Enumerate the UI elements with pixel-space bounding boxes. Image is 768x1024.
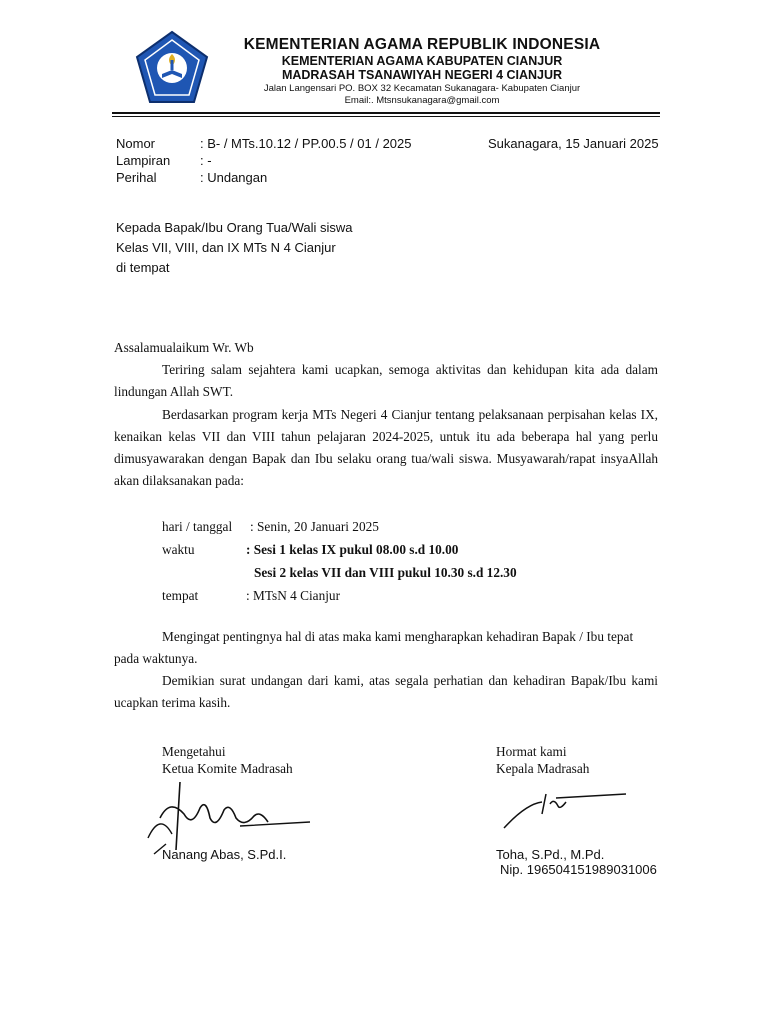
recipient-line2: Kelas VII, VIII, dan IX MTs N 4 Cianjur <box>116 240 336 255</box>
nomor-label: Nomor <box>116 136 156 151</box>
schedule-time-label: waktu <box>162 542 195 557</box>
left-sign-line2: Ketua Komite Madrasah <box>162 761 293 776</box>
letterhead-email: Email:. Mtsnsukanagara@gmail.com <box>344 95 500 106</box>
letterhead-rule <box>112 112 660 114</box>
left-sign-line1: Mengetahui <box>162 744 226 759</box>
right-sign-name: Toha, S.Pd., M.Pd. <box>496 847 605 862</box>
letterhead-title: KEMENTERIAN AGAMA REPUBLIK INDONESIA <box>243 36 601 53</box>
paragraph-attendance: Mengingat pentingnya hal di atas maka kami mengharapkan kehadiran Bapak / Ibu tepat pada waktunya. <box>114 629 634 666</box>
schedule-day-value: : Senin, 20 Januari 2025 <box>250 519 379 534</box>
schedule-time-session2: Sesi 2 kelas VII dan VIII pukul 10.30 s.d 12.30 <box>254 565 517 580</box>
right-signature-image <box>496 784 636 834</box>
right-sign-line2: Kepala Madrasah <box>496 761 590 776</box>
right-sign-nip: Nip. 196504151989031006 <box>500 862 657 877</box>
salutation: Assalamualaikum Wr. Wb <box>114 340 254 355</box>
paragraph-purpose: Berdasarkan program kerja MTs Negeri 4 Cianjur tentang pelaksanaan perpisahan kelas IX, kenaikan kelas VII dan VIII tahun pelajaran 2024-2025, untuk itu ada beberapa hal yang perlu dimusyawarakan dengan Bapak dan Ibu selaku orang tua/wali siswa. Musyawarah/rapat insyaAllah akan dilaksanakan pada: <box>114 407 658 488</box>
lampiran-label: Lampiran <box>116 153 171 168</box>
recipient-line1: Kepada Bapak/Ibu Orang Tua/Wali siswa <box>116 220 353 235</box>
letterhead-rule-thin <box>112 116 660 117</box>
schedule-time-session1: : Sesi 1 kelas IX pukul 08.00 s.d 10.00 <box>246 542 459 557</box>
right-sign-line1: Hormat kami <box>496 744 567 759</box>
paragraph-closing: Demikian surat undangan dari kami, atas segala perhatian dan kehadiran Bapak/Ibu kami ucapkan terima kasih. <box>114 673 658 710</box>
ministry-logo <box>134 30 210 106</box>
nomor-value: : B- / MTs.10.12 / PP.00.5 / 01 / 2025 <box>200 136 412 151</box>
paragraph-greeting: Teriring salam sejahtera kami ucapkan, semoga aktivitas dan kehidupan kita ada dalam lindungan Allah SWT. <box>114 362 658 399</box>
schedule-day-label: hari / tanggal <box>162 519 233 534</box>
perihal-label: Perihal <box>116 170 157 185</box>
perihal-value: : Undangan <box>200 170 268 185</box>
recipient-line3: di tempat <box>116 260 170 275</box>
letterhead-subtitle-madrasah: MADRASAH TSANAWIYAH NEGERI 4 CIANJUR <box>281 68 563 82</box>
left-sign-name: Nanang Abas, S.Pd.I. <box>162 847 287 862</box>
letterhead-subtitle-kabupaten: KEMENTERIAN AGAMA KABUPATEN CIANJUR <box>281 54 563 68</box>
schedule-place-value: : MTsN 4 Cianjur <box>246 588 340 603</box>
letterhead-address: Jalan Langensari PO. BOX 32 Kecamatan Sukanagara- Kabupaten Cianjur <box>263 83 581 94</box>
schedule-place-label: tempat <box>162 588 199 603</box>
place-date: Sukanagara, 15 Januari 2025 <box>488 136 659 151</box>
left-signature-image <box>140 778 320 858</box>
lampiran-value: : - <box>200 153 212 168</box>
